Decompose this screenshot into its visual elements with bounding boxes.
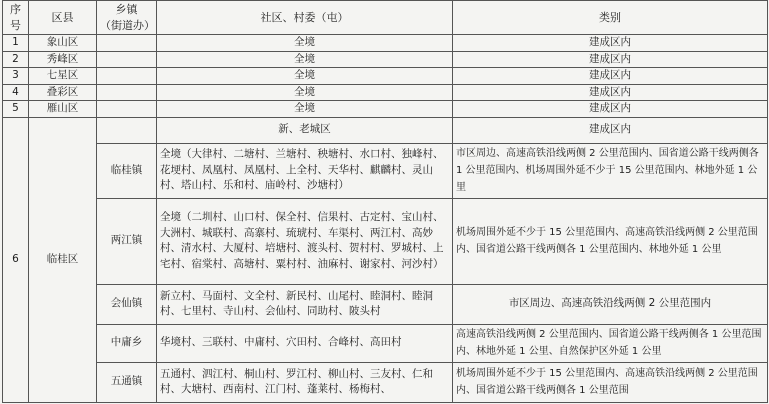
town-cell	[97, 51, 157, 68]
category-cell: 机场周围外延不少于 15 公里范围内、高速高铁沿线两侧 2 公里范围内、国省道公路干线两侧各 1 公里范围内、林地外延 1 公里	[453, 198, 768, 284]
seq-cell: 5	[3, 101, 29, 118]
community-cell: 五通村、泗江村、桐山村、罗江村、柳山村、三友村、仁和村、大塘村、西南村、江门村、蓬莱村、杨梅村、	[157, 362, 453, 402]
table-row	[3, 362, 768, 402]
table-header-row	[3, 1, 768, 35]
category-cell: 建成区内	[453, 68, 768, 85]
community-cell: 新立村、马面村、文全村、新民村、山尾村、睦洞村、睦洞村、七里村、寺山村、会仙村、同助村、陂头村	[157, 284, 453, 324]
header-community: 社区、村委（屯）	[157, 1, 453, 35]
district-cell: 七星区	[29, 68, 97, 85]
seq-cell: 3	[3, 68, 29, 85]
district-cell: 秀峰区	[29, 51, 97, 68]
table-row	[3, 51, 768, 68]
seq-cell: 6	[3, 117, 29, 402]
category-cell: 建成区内	[453, 35, 768, 52]
seq-cell: 1	[3, 35, 29, 52]
town-cell: 临桂镇	[97, 143, 157, 198]
header-town-line2: （街道办）	[100, 18, 155, 32]
community-cell: 全境	[157, 84, 453, 101]
table-row	[3, 101, 768, 118]
header-seq: 序号	[3, 1, 29, 35]
category-cell: 高速高铁沿线两侧 2 公里范围内、国省道公路干线两侧各 1 公里范围内、林地外延 1 公里、自然保护区外延 1 公里	[453, 324, 768, 362]
community-cell: 全境（大律村、二塘村、兰塘村、秧塘村、水口村、独峰村、花埂村、凤凰村、凤凰村、上全村、天华村、麒麟村、灵山村、塔山村、乐和村、庙岭村、沙塘村）	[157, 143, 453, 198]
category-cell: 建成区内	[453, 101, 768, 118]
town-cell	[97, 101, 157, 118]
table-row	[3, 68, 768, 85]
seq-cell: 2	[3, 51, 29, 68]
town-cell: 五通镇	[97, 362, 157, 402]
town-cell	[97, 68, 157, 85]
community-cell: 新、老城区	[157, 117, 453, 143]
town-cell	[97, 117, 157, 143]
category-cell: 市区周边、高速高铁沿线两侧 2 公里范围内、国省道公路干线两侧各 1 公里范围内、机场周围外延不少于 15 公里范围内、林地外延 1 公里	[453, 143, 768, 198]
header-district: 区县	[29, 1, 97, 35]
header-town	[97, 1, 157, 35]
community-cell: 全境	[157, 101, 453, 118]
community-cell: 全境（二圳村、山口村、保全村、信果村、古定村、宝山村、大洲村、城联村、高寨村、琉琥村、车渠村、两江村、高妙村、清水村、大厦村、培塘村、渡头村、贺村村、罗城村、上宅村、宿棠村、高塘村、粟村村、油麻村、谢家村、河沙村）	[157, 198, 453, 284]
table-row	[3, 324, 768, 362]
table-row	[3, 84, 768, 101]
town-cell	[97, 35, 157, 52]
district-table	[2, 0, 768, 403]
table-row	[3, 198, 768, 284]
town-cell: 中庸乡	[97, 324, 157, 362]
community-cell: 全境	[157, 51, 453, 68]
district-cell: 临桂区	[29, 117, 97, 402]
table-row	[3, 143, 768, 198]
category-cell: 建成区内	[453, 117, 768, 143]
town-cell: 会仙镇	[97, 284, 157, 324]
community-cell: 华境村、三联村、中庸村、穴田村、合峰村、高田村	[157, 324, 453, 362]
header-town-line1: 乡镇	[115, 3, 138, 16]
community-cell: 全境	[157, 35, 453, 52]
town-cell: 两江镇	[97, 198, 157, 284]
table-row	[3, 35, 768, 52]
table-row	[3, 117, 768, 143]
town-cell	[97, 84, 157, 101]
district-cell: 象山区	[29, 35, 97, 52]
category-cell: 市区周边、高速高铁沿线两侧 2 公里范围内	[453, 284, 768, 324]
header-category: 类别	[453, 1, 768, 35]
seq-cell: 4	[3, 84, 29, 101]
category-cell: 机场周围外延不少于 15 公里范围内、高速高铁沿线两侧 2 公里范围内、国省道公路干线两侧各 1 公里范围	[453, 362, 768, 402]
district-cell: 叠彩区	[29, 84, 97, 101]
category-cell: 建成区内	[453, 84, 768, 101]
community-cell: 全境	[157, 68, 453, 85]
category-cell: 建成区内	[453, 51, 768, 68]
table-row	[3, 284, 768, 324]
district-cell: 雁山区	[29, 101, 97, 118]
